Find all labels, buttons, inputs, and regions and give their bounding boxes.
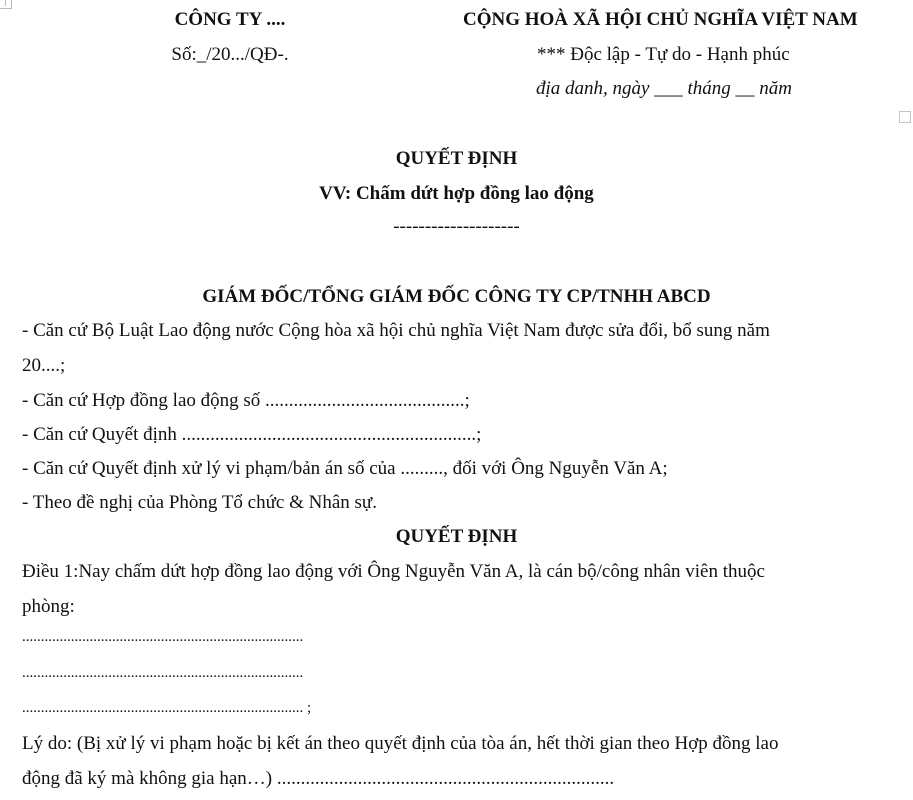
document-subject: VV: Chấm dứt hợp đồng lao động (319, 183, 594, 204)
department-blank-line-3: ........................................................................... ; (22, 700, 312, 716)
department-blank-line-1: ........................................................................... (22, 629, 304, 645)
termination-reason: Lý do: (Bị xử lý vi phạm hoặc bị kết án theo quyết định của tòa án, hết thời gian theo Hợp đồng lao (22, 733, 779, 754)
department-blank-line-2: ........................................................................... (22, 665, 304, 681)
company-name: CÔNG TY .... (174, 9, 286, 30)
table-move-handle-icon[interactable] (0, 0, 12, 9)
basis-labor-code: - Căn cứ Bộ Luật Lao động nước Cộng hòa xã hội chủ nghĩa Việt Nam được sửa đổi, bổ sung năm (22, 320, 770, 341)
document-number: Số:_/20.../QĐ-. (171, 44, 289, 65)
article-1-department: phòng: (22, 596, 75, 617)
basis-hr-proposal: - Theo đề nghị của Phòng Tổ chức & Nhân sự. (22, 492, 377, 513)
issuing-authority: GIÁM ĐỐC/TỔNG GIÁM ĐỐC CÔNG TY CP/TNHH ABCD (202, 286, 711, 307)
basis-decision: - Căn cứ Quyết định ..............................................................; (22, 424, 482, 445)
article-1-text: Điều 1:Nay chấm dứt hợp đồng lao động với Ông Nguyễn Văn A, là cán bộ/công nhân viên thuộc (22, 561, 765, 582)
national-motto: *** Độc lập - Tự do - Hạnh phúc (537, 44, 790, 65)
basis-labor-contract: - Căn cứ Hợp đồng lao động số ..........................................; (22, 390, 470, 411)
decision-heading: QUYẾT ĐỊNH (395, 526, 518, 547)
document-title: QUYẾT ĐỊNH (395, 148, 518, 169)
basis-violation-decision: - Căn cứ Quyết định xử lý vi phạm/bản án số của ........., đối với Ông Nguyễn Văn A; (22, 458, 668, 479)
title-separator: -------------------- (393, 216, 520, 237)
table-resize-handle-icon[interactable] (899, 111, 911, 123)
termination-reason-cont: động đã ký mà không gia hạn…) ....................................................................... (22, 768, 615, 789)
place-date: địa danh, ngày ___ tháng __ năm (536, 78, 792, 99)
nation-title: CỘNG HOÀ XÃ HỘI CHỦ NGHĨA VIỆT NAM (463, 9, 858, 30)
basis-labor-code-year: 20....; (22, 355, 66, 376)
